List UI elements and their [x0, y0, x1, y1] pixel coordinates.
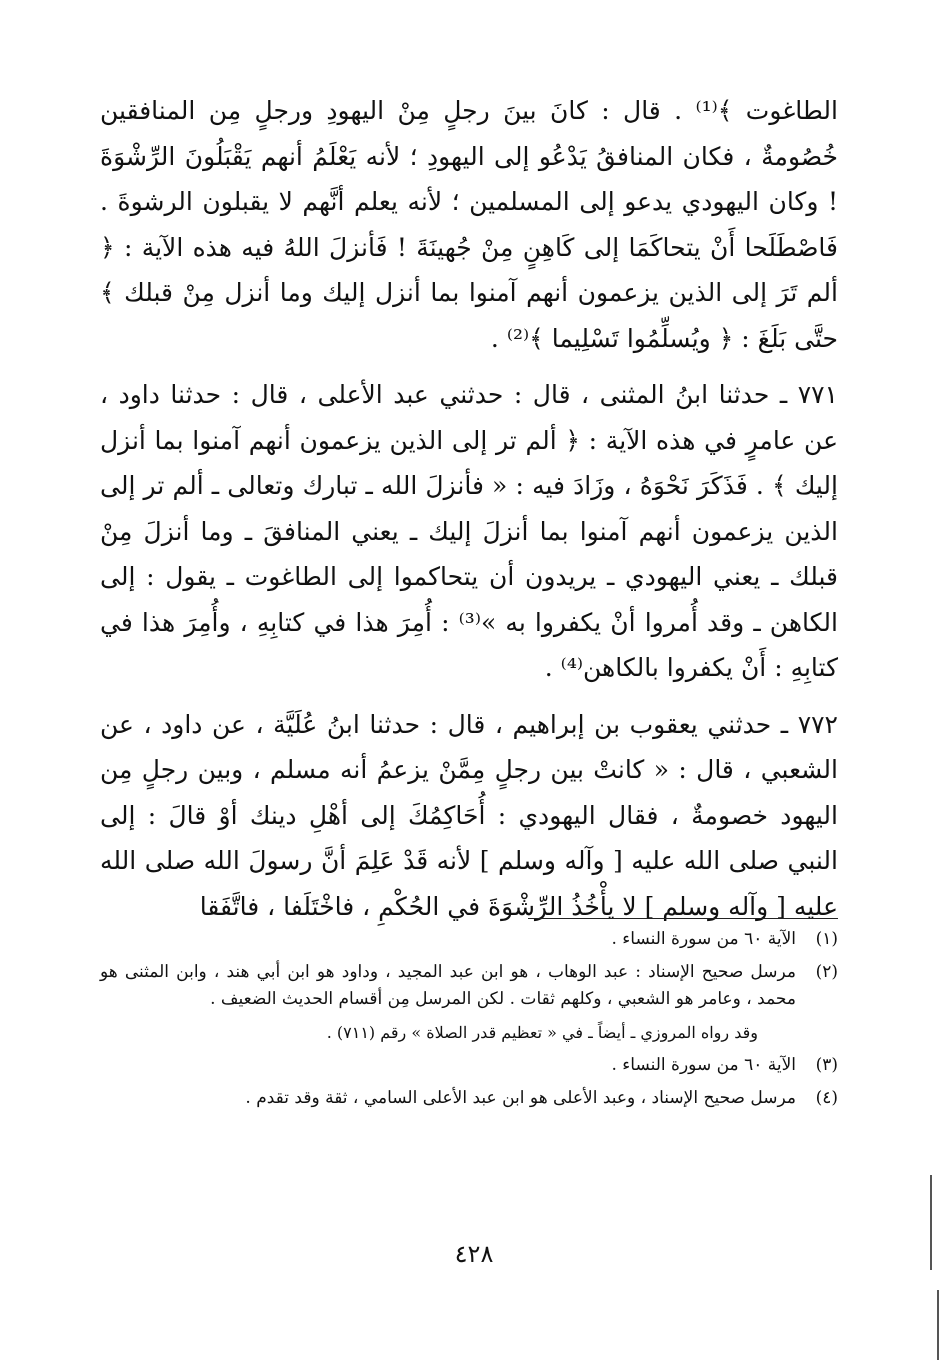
scan-edge-mark: [937, 1290, 939, 1360]
main-text: [100, 88, 838, 929]
footnote-4: [100, 1085, 838, 1112]
footnote-number: (١): [815, 929, 838, 949]
footnote-2-continuation: وقد رواه المروزي ـ أيضاً ـ في « تعظيم قدر الصلاة » رقم (٧١١) .: [326, 1023, 758, 1042]
paragraph-771: ٧٧١ ـ حدثنا ابنُ المثنى ، قال : حدثني عبد الأعلى ، قال : حدثنا داود ، عن عامرٍ في هذه الآية : ﴿ ألم تر إلى الذين يزعمون أنهم آمنوا بما أنزل إليك ﴾ . فَذَكَرَ نَحْوَهُ ، وزَادَ فيه : « فأنزلَ الله ـ تبارك وتعالى ـ ألم تر إلى الذين يزعمون أنهم آمنوا بما أنزلَ إليك ـ يعني المنافقَ ـ وما أنزلَ مِنْ قبلك ـ يعني اليهودي ـ يريدون أن يتحاكموا إلى الطاغوت ـ يقول : إلى الكاهن ـ وقد أُمروا أنْ يكفروا به »⁽³⁾ : أُمِرَ هذا في كتابِهِ ، وأُمِرَ هذا في كتابِهِ : أَنْ يكفروا بالكاهن⁽⁴⁾ .: [100, 380, 838, 682]
footnote-text: مرسل صحيح الإسناد ، وعبد الأعلى هو ابن عبد الأعلى السامي ، ثقة وقد تقدم .: [245, 1088, 796, 1108]
footnote-3: [100, 1052, 838, 1079]
scan-edge-mark: [930, 1175, 932, 1270]
footnotes: [100, 926, 838, 1118]
paragraph-1: الطاغوت ﴾⁽¹⁾ . قال : كانَ بينَ رجلٍ مِنْ اليهودِ ورجلٍ مِن المنافقين خُصُومةٌ ، فكان المنافقُ يَدْعُو إلى اليهودِ ؛ لأنه يَعْلَمُ أنهم يَقْبَلُونَ الرِّشْوَةَ ! وكان اليهودي يدعو إلى المسلمين ؛ لأنه يعلم أنَّهم لا يقبلون الرشوةَ . فَاصْطَلَحا أَنْ يتحاكَمَا إلى كَاهِنٍ مِنْ جُهينَةَ ! فَأنزلَ اللهُ فيه هذه الآية : ﴿ ألم تَرَ إلى الذين يزعمون أنهم آمنوا بما أنزل إليك وما أنزل مِنْ قبلك ﴾ حتَّى بَلَغَ : ﴿ ويُسلِّمُوا تَسْلِيما ﴾⁽²⁾ .: [100, 96, 839, 353]
footnote-number: (٣): [815, 1055, 838, 1075]
footnote-number: (٤): [815, 1088, 838, 1108]
footnote-text: مرسل صحيح الإسناد : عبد الوهاب ، هو ابن عبد المجيد ، وداود هو ابن أبي هند ، وابن المثنى هو محمد ، وعامر هو الشعبي ، وكلهم ثقات . لكن المرسل مِن أقسام الحديث الضعيف .: [100, 962, 796, 1009]
footnote-text: الآية ٦٠ من سورة النساء .: [611, 1055, 796, 1075]
page-number: ٤٢٨: [454, 1240, 494, 1268]
footnote-2: [100, 959, 838, 1013]
footnote-separator: [528, 918, 838, 919]
footnote-text: الآية ٦٠ من سورة النساء .: [611, 929, 796, 949]
paragraph-772: ٧٧٢ ـ حدثني يعقوب بن إبراهيم ، قال : حدثنا ابنُ عُلَيَّة ، عن داود ، عن الشعبي ، قال : « كانتْ بين رجلٍ مِمَّنْ يزعمُ أنه مسلم ، وبين رجلٍ مِن اليهود خصومةٌ ، فقال اليهودي : أُحَاكِمُكَ إلى أهْلِ دينك أوْ قالَ : إلى النبي صلى الله عليه [ وآله وسلم ] لأنه قَدْ عَلِمَ أنَّ رسولَ الله صلى الله عليه [ وآله وسلم ] لا يأْخُذُ الرِّشْوَةَ في الحُكْمِ ، فاخْتَلَفا ، فاتَّفَقا: [100, 709, 838, 921]
footnote-1: [100, 926, 838, 953]
footnote-number: (٢): [815, 962, 838, 982]
